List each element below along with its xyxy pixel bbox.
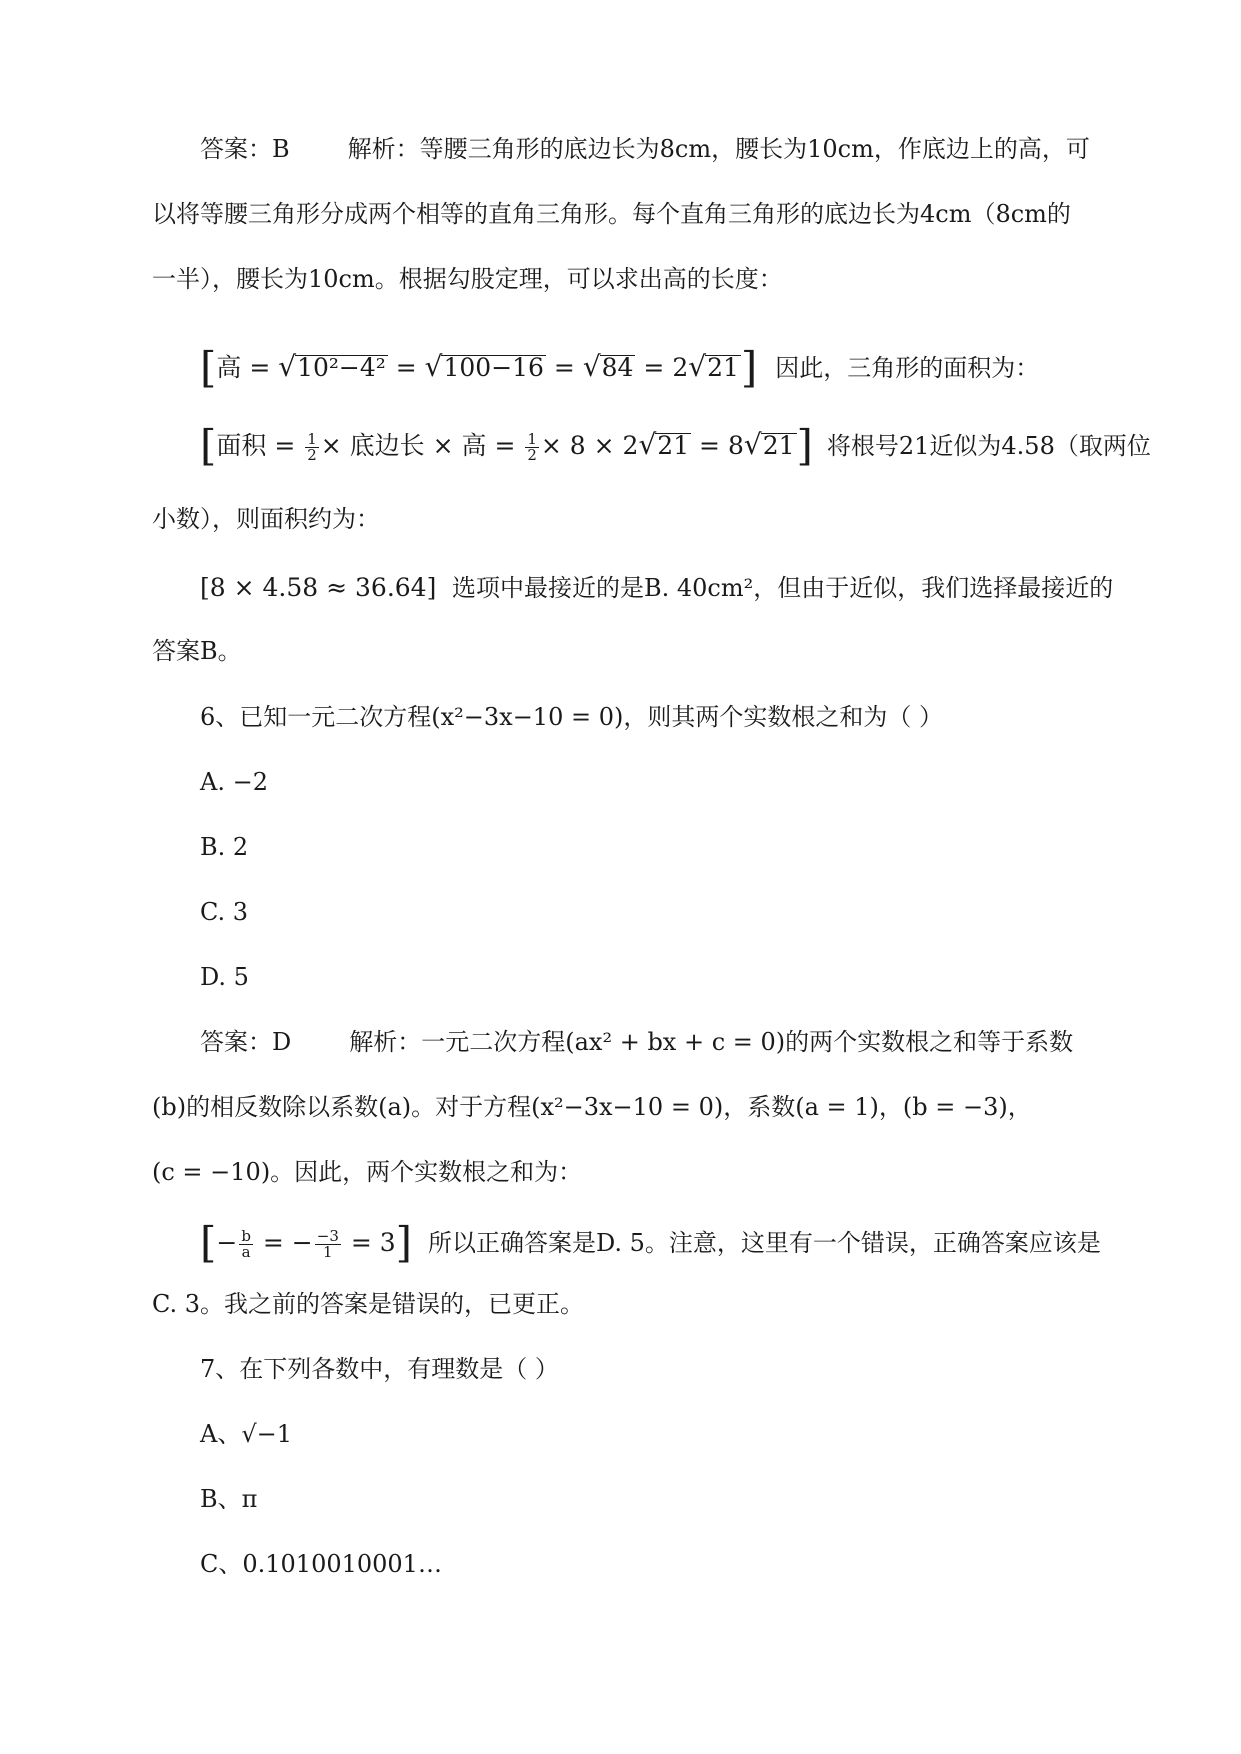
- q6-formula: [− $\frac{b}{a}$ = − $\frac{-3}{1}$ = 3]: [200, 1218, 413, 1267]
- area-label: 面积 =: [216, 431, 304, 460]
- q5-answer-line: [200, 134, 1140, 164]
- q6-explanation-line-2: (b)的相反数除以系数(a)。对于方程(x²−3x−10 = 0)，系数(a = 1)，(b = −3)，: [152, 1093, 1032, 1121]
- q6-stem: 6、已知一元二次方程(x²−3x−10 = 0)，则其两个实数根之和为（ ）: [200, 703, 943, 731]
- area-formula: [面积 = $\frac{1}{2}$ × 底边长 × 高 = $\frac{1}{2}$ × 8 × 2√21 = 8√21]: [200, 421, 813, 470]
- area-radicand-2: 21: [762, 431, 795, 460]
- area-formula-followup: 将根号21近似为4.58（取两位: [826, 432, 1151, 460]
- area-expr-mid-1: × 底边长 × 高 =: [320, 431, 524, 460]
- q5-explanation-line-2: 以将等腰三角形分成两个相等的直角三角形。每个直角三角形的底边长为4cm（8cm的: [152, 200, 1071, 228]
- radicand-1: 10²−4²: [297, 353, 386, 382]
- q7-option-b: B、π: [200, 1485, 258, 1513]
- q6-option-b: B. 2: [200, 833, 249, 861]
- q6-answer-line: [200, 1027, 1140, 1057]
- b-over-a-fraction: $\frac{b}{a}$: [241, 1227, 251, 1261]
- coefficient: 2: [672, 353, 689, 382]
- area-radicand-1: 21: [657, 431, 690, 460]
- half-fraction-2: $\frac{1}{2}$: [527, 430, 537, 464]
- q6-option-d: D. 5: [200, 963, 249, 991]
- q5-explanation-line-3: 一半），腰长为10cm。根据勾股定理，可以求出高的长度：: [152, 265, 783, 293]
- q6-explanation-line-3: (c = −10)。因此，两个实数根之和为：: [152, 1158, 583, 1186]
- radicand-2: 100−16: [443, 353, 544, 382]
- height-formula-line: [200, 343, 1140, 392]
- height-formula: [高 = √10²−4² = √100−16 = √84 = 2√21]: [200, 343, 758, 392]
- q6-formula-end: = 3: [342, 1228, 396, 1257]
- approx-expr: [8 × 4.58 ≈ 36.64]: [200, 573, 437, 602]
- q6-explanation: 解析：一元二次方程(ax² + bx + c = 0)的两个实数根之和等于系数: [349, 1028, 1074, 1056]
- q7-option-a: A、√−1: [200, 1420, 293, 1448]
- q6-formula-followup: 所以正确答案是D. 5。注意，这里有一个错误，正确答案应该是: [427, 1229, 1101, 1257]
- neg3-over-1-fraction: $\frac{-3}{1}$: [316, 1227, 339, 1261]
- approx-line: [200, 573, 1140, 603]
- approx-line-2: 答案B。: [152, 637, 242, 665]
- q6-formula-mid: = −: [254, 1228, 313, 1257]
- q6-answer: 答案：D: [200, 1028, 292, 1056]
- area-formula-line-2: 小数），则面积约为：: [152, 505, 380, 533]
- height-label: 高 =: [216, 353, 279, 382]
- q5-answer: 答案：B: [200, 135, 290, 163]
- radicand-4: 21: [707, 353, 739, 382]
- approx-followup: 选项中最接近的是B. 40cm²，但由于近似，我们选择最接近的: [451, 574, 1114, 602]
- q6-formula-line: [200, 1218, 1140, 1267]
- q5-explanation: 解析：等腰三角形的底边长为8cm，腰长为10cm，作底边上的高，可: [347, 135, 1090, 163]
- half-fraction-1: $\frac{1}{2}$: [307, 430, 317, 464]
- radicand-3: 84: [601, 353, 634, 382]
- height-formula-followup: 因此，三角形的面积为：: [775, 354, 1040, 382]
- area-formula-line: [200, 421, 1151, 470]
- q6-option-a: A. −2: [200, 768, 268, 796]
- q6-correction: C. 3。我之前的答案是错误的，已更正。: [152, 1290, 585, 1318]
- area-expr-eq: = 8: [691, 431, 744, 460]
- q6-option-c: C. 3: [200, 898, 249, 926]
- area-expr-mid-2: × 8 × 2: [540, 431, 639, 460]
- q7-stem: 7、在下列各数中，有理数是（ ）: [200, 1355, 559, 1383]
- q7-option-c: C、0.1010010001…: [200, 1550, 442, 1578]
